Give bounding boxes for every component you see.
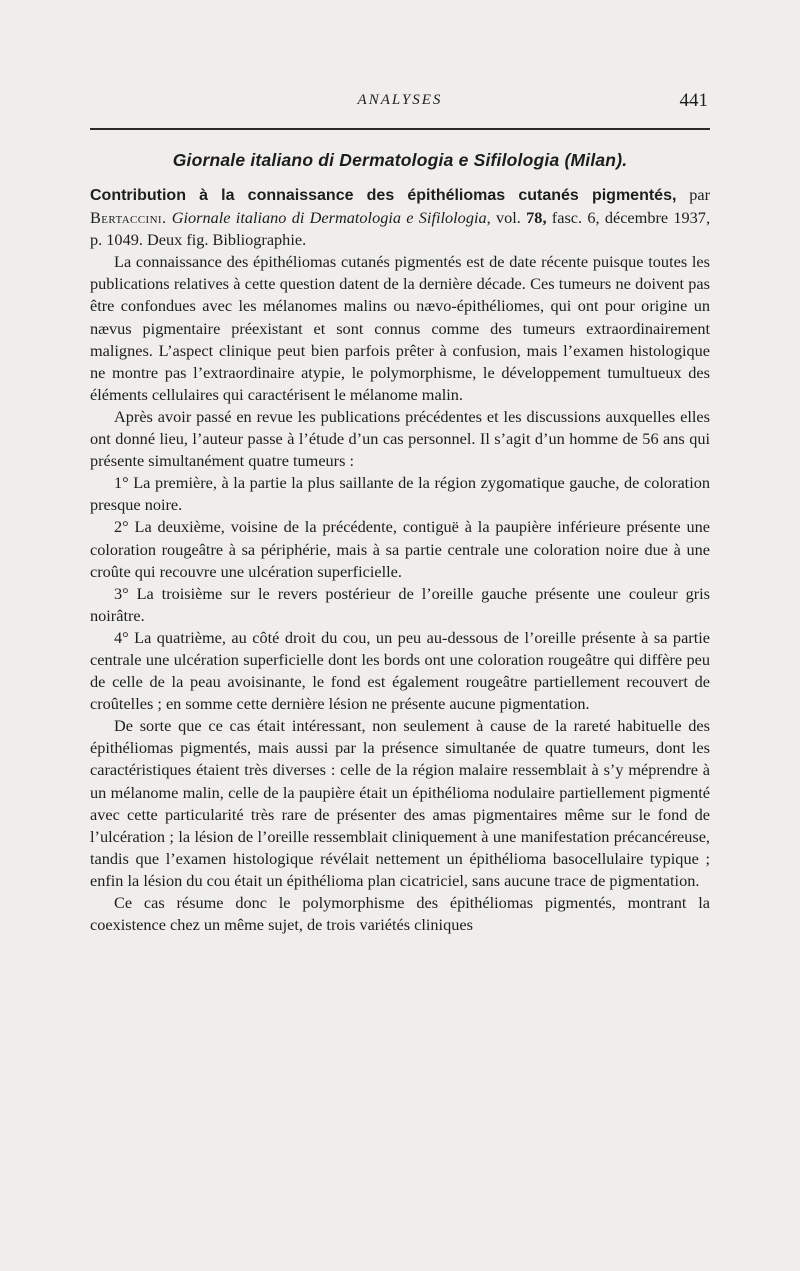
paragraph-3: 1° La première, à la partie la plus saillante de la région zygomatique gauche, de coloration presque noire. — [90, 473, 710, 515]
header-rule — [90, 128, 710, 130]
paragraph-7: De sorte que ce cas était intéressant, non seulement à cause de la rareté habituelle des épithéliomas pigmentés, mais aussi par la présence simultanée de quatre tumeurs, dont les caractéristiques étaient très diverses : celle de la région malaire ressemblait à s’y méprendre à un mélanome malin, celle de la paupière était un épithélioma nodulaire partiellement pigmenté avec cette particularité très rare de présenter des amas pigmentaires même sur le fond de l’ulcération ; la lésion de l’oreille ressemblait cliniquement à une manifestation précancéreuse, tandis que l’examen histologique révélait nettement un épithélioma basocellulaire typique ; enfin la lésion du cou était un épithélioma plan cicatriciel, sans aucune trace de pigmentation. — [90, 716, 710, 890]
paragraph-2: Après avoir passé en revue les publications précédentes et les discussions auxquelles elles ont donné lieu, l’auteur passe à l’étude d’un cas personnel. Il s’agit d’un homme de 56 ans qui présente simultanément quatre tumeurs : — [90, 406, 710, 471]
running-title: ANALYSES — [357, 92, 443, 108]
article-journal: Giornale italiano di Dermatologia e Sifilologia, — [171, 208, 491, 228]
running-head — [90, 90, 710, 120]
paragraph-6: 4° La quatrième, au côté droit du cou, un peu au-dessous de l’oreille présente à sa partie centrale une ulcération superficielle dont les bords ont une coloration rougeâtre qui diffère peu de celle de la peau avoisinante, le fond est également rougeâtre partiellement recouvert de croûtelles ; en somme cette dernière lésion ne présente aucune pigmentation. — [90, 627, 710, 714]
paragraph-8: Ce cas résume donc le polymorphisme des épithéliomas pigmentés, montrant la coexistence chez un même sujet, de trois variétés cliniques — [90, 893, 710, 935]
article-reference-rest: fasc. 6, décembre 1937, p. 1049. Deux fig. Bibliographie. — [90, 208, 711, 250]
article-reference — [90, 184, 710, 251]
article-title-par: par — [689, 185, 710, 204]
paragraph-4: 2° La deuxième, voisine de la précédente, contiguë à la paupière inférieure présente une coloration rougeâtre à sa périphérie, mais à sa partie centrale une coloration noire due à une croûte qui recouvre une ulcération superficielle. — [90, 517, 710, 581]
page-number: 441 — [679, 90, 708, 111]
article-author: Bertaccini. — [90, 208, 167, 228]
article-title: Contribution à la connaissance des épithéliomas cutanés pigmentés, — [90, 187, 677, 204]
journal-heading: Giornale italiano di Dermatologia e Sifilologia (Milan). — [172, 150, 628, 170]
paragraph-1: La connaissance des épithéliomas cutanés pigmentés est de date récente puisque toutes les publications relatives à cette question datent de la dernière décade. Ces tumeurs ne doivent pas être confondues avec les mélanomes malins ou nævo-épithéliomes, qui ont pour origine un nævus pigmentaire préexistant et sont connus comme des tumeurs extraordinairement malignes. L’aspect clinique peut bien parfois prêter à confusion, mais l’examen histologique ne montre pas l’extraordinaire atypie, le polymorphisme, le développement tumultueux des éléments cellulaires qui caractérisent le mélanome malin. — [90, 252, 710, 404]
article-vol-label: vol. — [495, 208, 521, 228]
page — [90, 90, 710, 936]
paragraph-5: 3° La troisième sur le revers postérieur de l’oreille gauche présente une couleur gris noirâtre. — [90, 583, 710, 625]
article-vol-number: 78, — [526, 208, 547, 228]
article — [90, 184, 710, 936]
